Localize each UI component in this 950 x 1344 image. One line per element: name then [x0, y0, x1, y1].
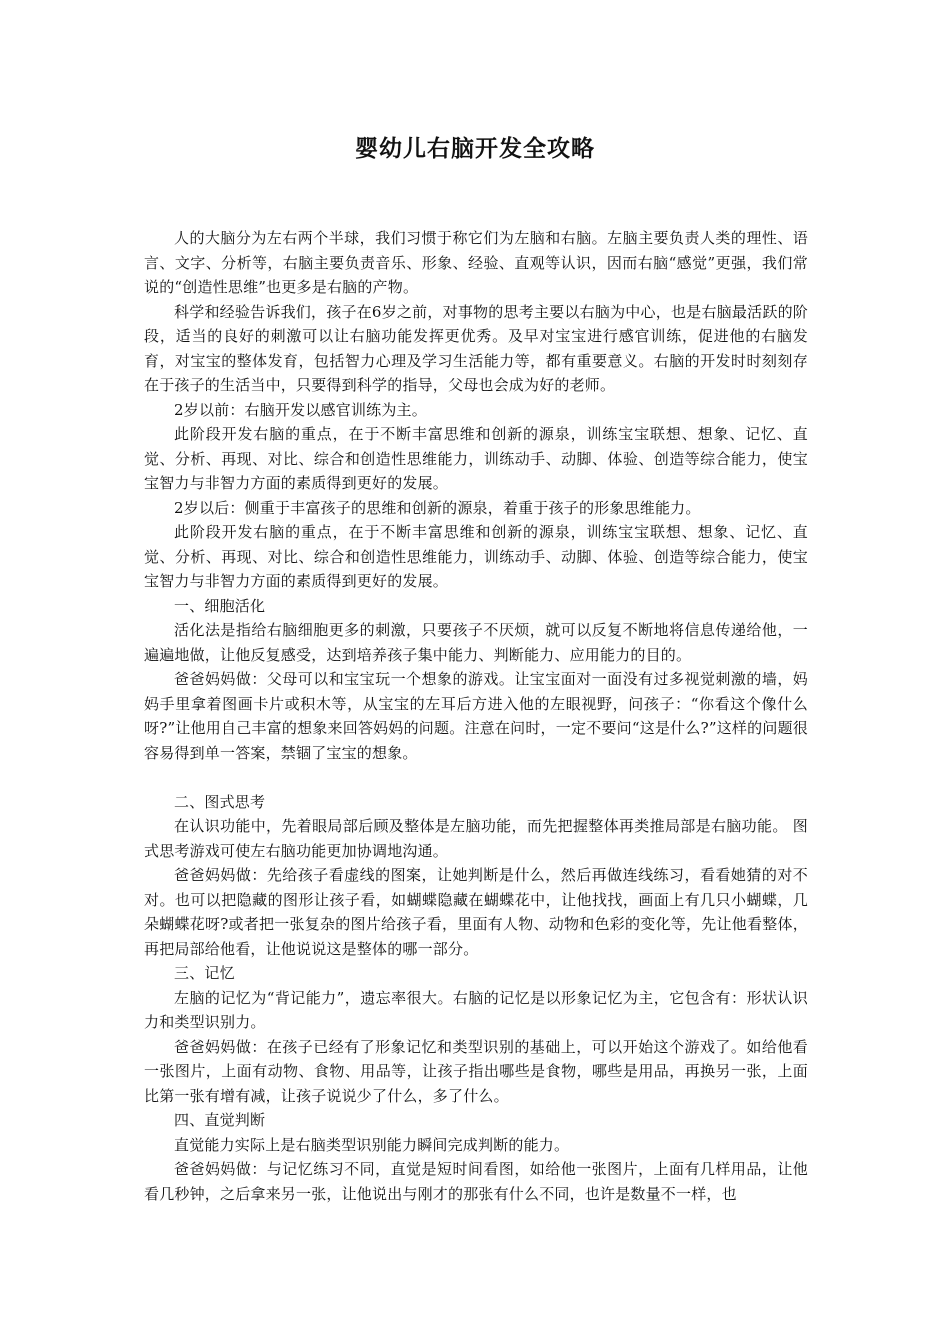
section-heading-3: 三、记忆 — [174, 964, 235, 982]
section-heading-2: 二、图式思考 — [174, 792, 266, 811]
paragraph-stage-2: 此阶段开发右脑的重点，在于不断丰富思维和创新的源泉，训练宝宝联想、想象、记忆、直觉、分析、再现、对比、综合和创造性思维能力，训练动手、动脚、体验、创造等综合能力，使宝宝智力与非智力方面的素质得到更好的发展。 — [144, 523, 808, 590]
paragraph-science: 科学和经验告诉我们，孩子在6岁之前，对事物的思考主要以右脑为中心，也是右脑最活跃的阶段，适当的良好的刺激可以让右脑功能发挥更优秀。及早对宝宝进行感官训练，促进他的右脑发育，对宝宝的整体发育，包括智力心理及学习生活能力等，都有重要意义。右脑的开发时时刻刻存在于孩子的生活当中，只要得到科学的指导，父母也会成为好的老师。 — [144, 302, 808, 394]
paragraph-parents-1: 爸爸妈妈做：父母可以和宝宝玩一个想象的游戏。让宝宝面对一面没有过多视觉刺激的墙，妈妈手里拿着图画卡片或积木等，从宝宝的左耳后方进入他的左眼视野，问孩子：“你看这个像什么呀?”让他用自己丰富的想象来回答妈妈的问题。注意在问时，一定不要问“这是什么?”这样的问题很容易得到单一答案，禁锢了宝宝的想象。 — [144, 670, 808, 762]
paragraph-parents-4: 爸爸妈妈做：与记忆练习不同，直觉是短时间看图，如给他一张图片，上面有几样用品，让他看几秒钟，之后拿来另一张，让他说出与刚才的那张有什么不同，也许是数量不一样，也 — [144, 1160, 808, 1203]
paragraph-stage-1: 此阶段开发右脑的重点，在于不断丰富思维和创新的源泉，训练宝宝联想、想象、记忆、直觉、分析、再现、对比、综合和创造性思维能力，训练动手、动脚、体验、创造等综合能力，使宝宝智力与非智力方面的素质得到更好的发展。 — [144, 425, 808, 492]
paragraph-after-2: 2岁以后：侧重于丰富孩子的思维和创新的源泉，着重于孩子的形象思维能力。 — [174, 498, 701, 517]
paragraph-parents-2: 爸爸妈妈做：先给孩子看虚线的图案，让她判断是什么，然后再做连线练习，看看她猜的对不对。也可以把隐藏的图形让孩子看，如蝴蝶隐藏在蝴蝶花中，让他找找，画面上有几只小蝴蝶，几朵蝴蝶花呀?或者把一张复杂的图片给孩子看，里面有人物、动物和色彩的变化等，先让他看整体，再把局部给他看，让他说说这是整体的哪一部分。 — [144, 866, 808, 958]
document-body — [144, 226, 808, 1206]
paragraph-schema: 在认识功能中，先着眼局部后顾及整体是左脑功能，而先把握整体再类推局部是右脑功能。 图式思考游戏可使左右脑功能更加协调地沟通。 — [144, 817, 808, 860]
paragraph-before-2: 2岁以前：右脑开发以感官训练为主。 — [174, 400, 427, 419]
paragraph-parents-3: 爸爸妈妈做：在孩子已经有了形象记忆和类型识别的基础上，可以开始这个游戏了。如给他看一张图片，上面有动物、食物、用品等，让孩子指出哪些是食物，哪些是用品，再换另一张，上面比第一张有增有减，让孩子说说少了什么，多了什么。 — [144, 1037, 808, 1105]
document-title: 婴幼儿右脑开发全攻略 — [355, 136, 595, 162]
section-heading-1: 一、细胞活化 — [174, 596, 266, 615]
paragraph-intro: 人的大脑分为左右两个半球，我们习惯于称它们为左脑和右脑。左脑主要负责人类的理性、语言、文字、分析等，右脑主要负责音乐、形象、经验、直观等认识，因而右脑“感觉”更强，我们常说的“创造性思维”也更多是右脑的产物。 — [144, 229, 808, 296]
blank-line — [144, 765, 808, 790]
paragraph-intuition: 直觉能力实际上是右脑类型识别能力瞬间完成判断的能力。 — [174, 1135, 570, 1154]
paragraph-activation: 活化法是指给右脑细胞更多的刺激，只要孩子不厌烦，就可以反复不断地将信息传递给他，一遍遍地做，让他反复感受，达到培养孩子集中能力、判断能力、应用能力的目的。 — [144, 621, 808, 664]
section-heading-4: 四、直觉判断 — [174, 1111, 266, 1129]
paragraph-memory: 左脑的记忆为“背记能力”，遗忘率很大。右脑的记忆是以形象记忆为主，它包含有：形状认识力和类型识别力。 — [144, 988, 808, 1031]
